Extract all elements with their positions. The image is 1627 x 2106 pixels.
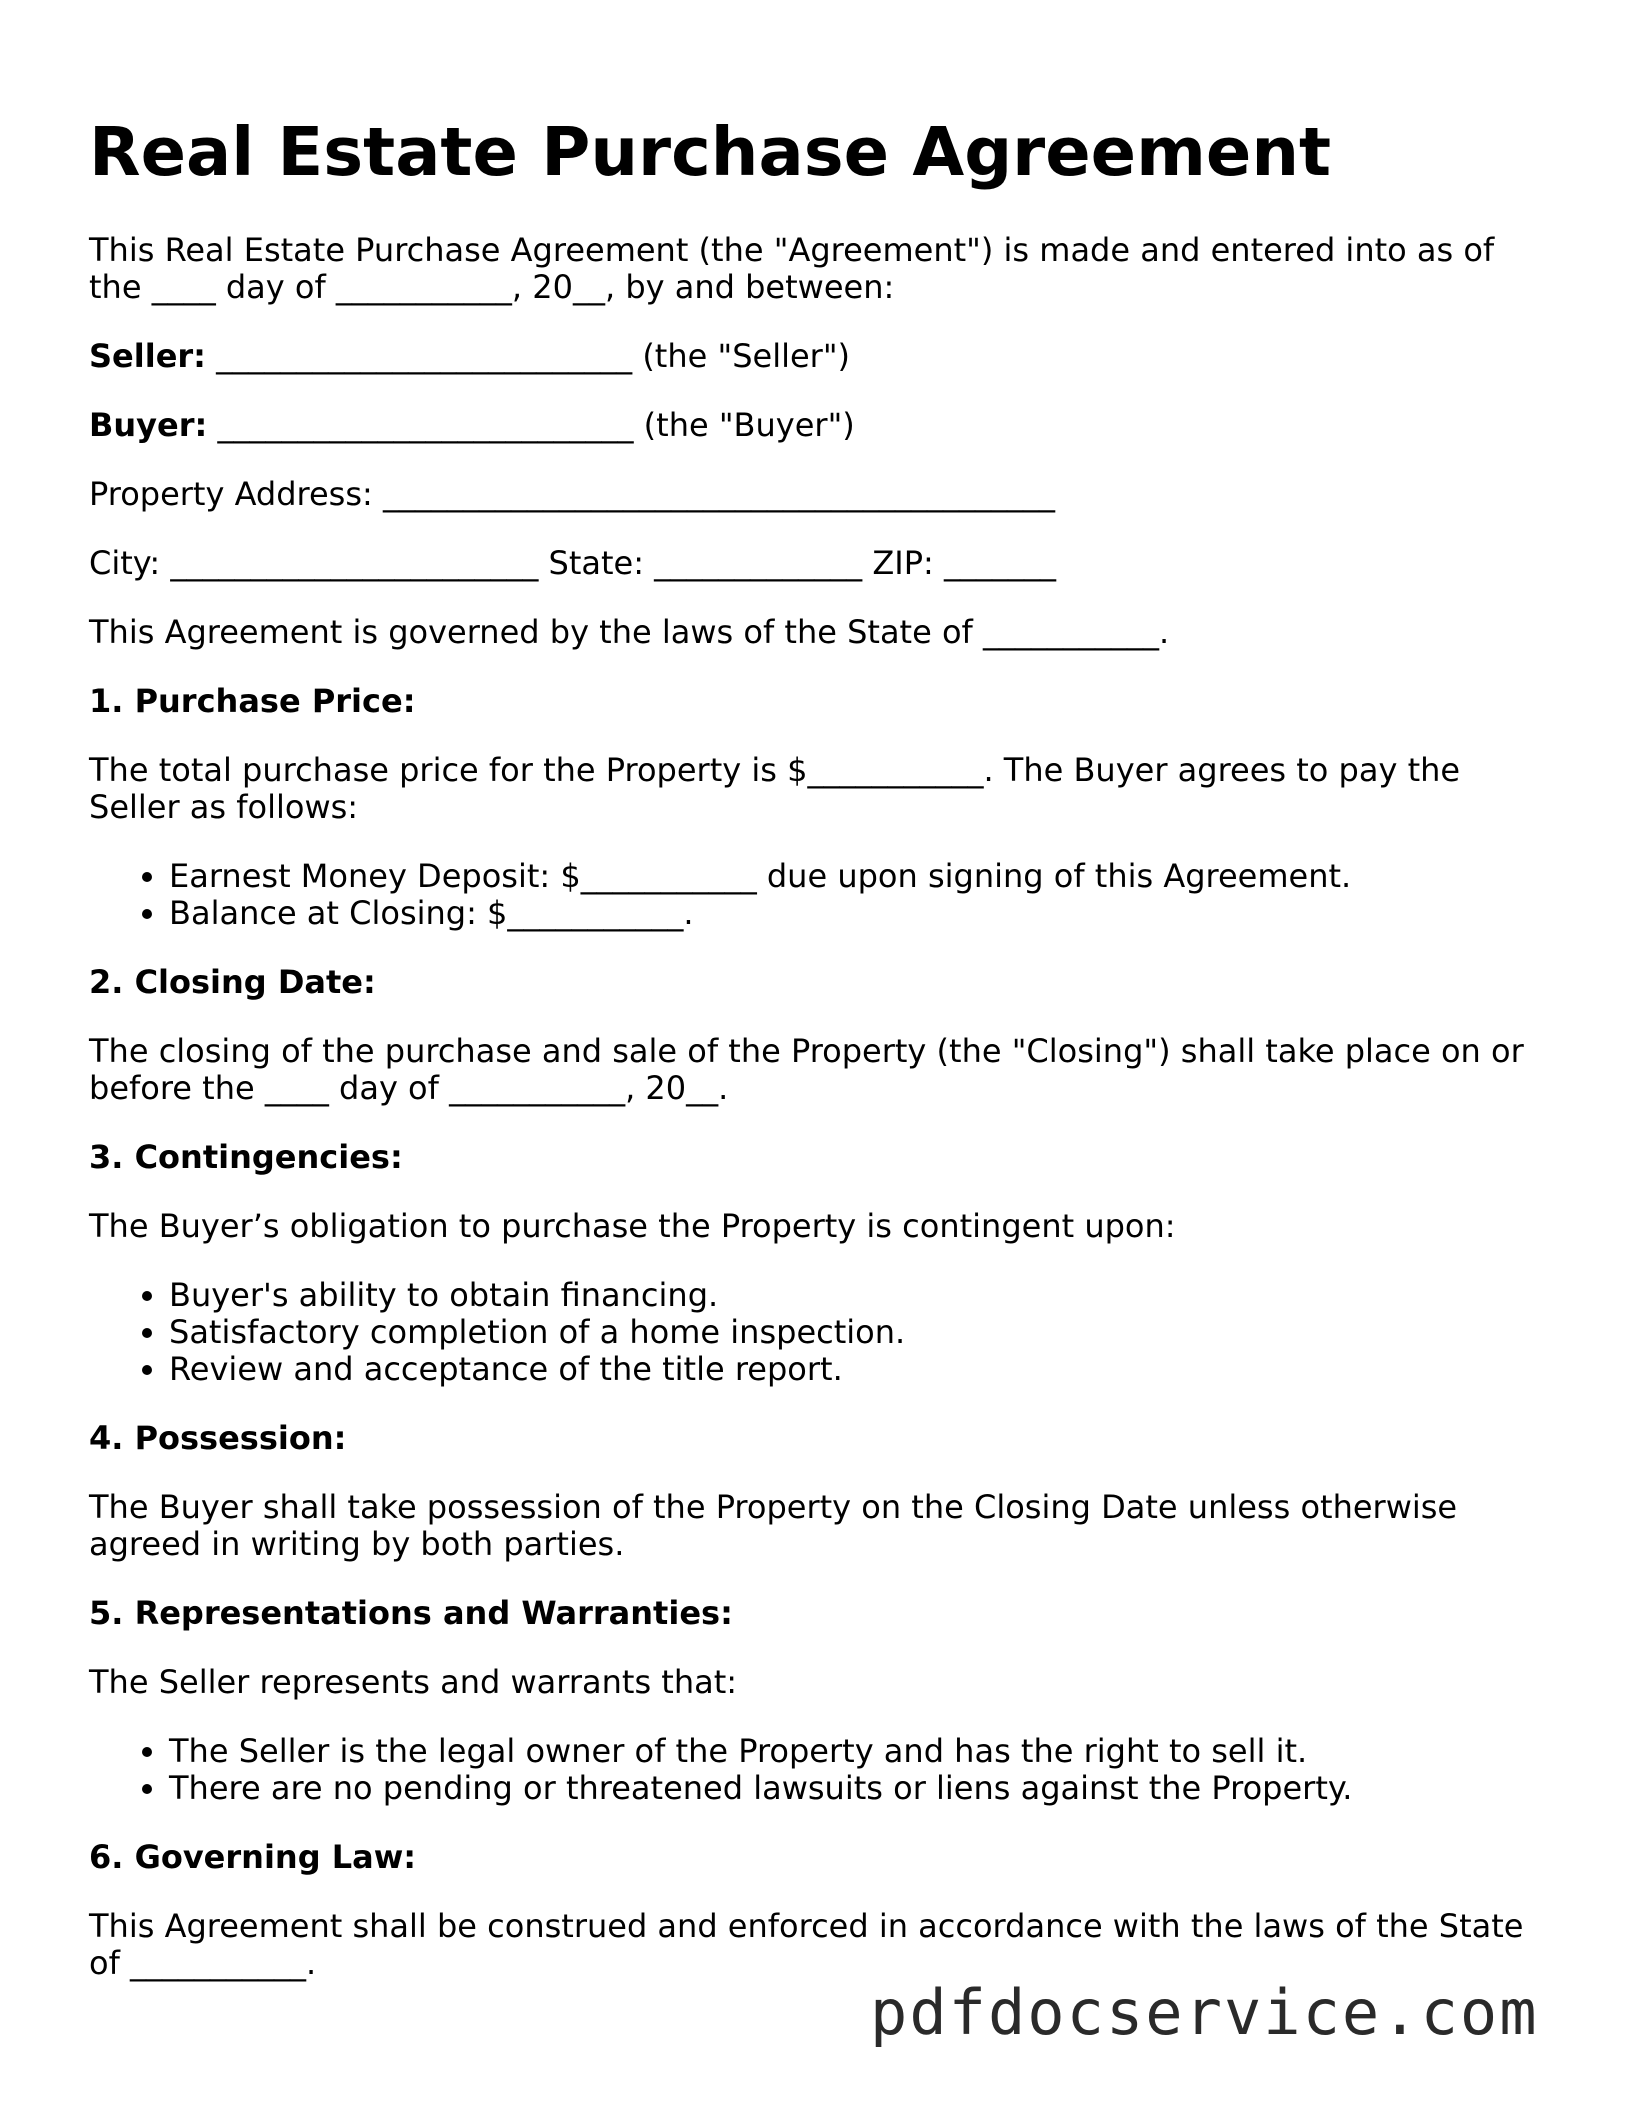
governing-state-line: This Agreement is governed by the laws of the State of ___________. bbox=[89, 613, 1170, 651]
seller-line bbox=[89, 338, 1539, 375]
section-text-closing-date: The closing of the purchase and sale of the Property (the "Closing") shall take place on or before the ____ day of ___________, 20__. bbox=[89, 1032, 1524, 1107]
list-item: • The Seller is the legal owner of the Property and has the right to sell it. bbox=[169, 1733, 1539, 1770]
property-address-line: Property Address: __________________________________________ bbox=[89, 475, 1055, 513]
purchase-price-list bbox=[89, 858, 1539, 932]
section-text-purchase-price: The total purchase price for the Property is $___________. The Buyer agrees to pay the Seller as follows: bbox=[89, 751, 1461, 826]
section-text-governing-law: This Agreement shall be construed and enforced in accordance with the laws of the State of ___________. bbox=[89, 1907, 1524, 1982]
list-item: • There are no pending or threatened lawsuits or liens against the Property. bbox=[169, 1770, 1539, 1807]
document-page bbox=[89, 112, 1539, 2014]
section-heading-representations: 5. Representations and Warranties: bbox=[89, 1594, 733, 1632]
section-heading-contingencies: 3. Contingencies: bbox=[89, 1138, 403, 1176]
section-heading-governing-law: 6. Governing Law: bbox=[89, 1838, 417, 1876]
list-item: • Satisfactory completion of a home inspection. bbox=[169, 1314, 1539, 1351]
representations-list bbox=[89, 1733, 1539, 1807]
city-state-zip-line: City: _______________________ State: _____________ ZIP: _______ bbox=[89, 544, 1056, 582]
section-heading-closing-date: 2. Closing Date: bbox=[89, 963, 376, 1001]
seller-label: Seller: bbox=[89, 337, 206, 375]
list-item: • Buyer's ability to obtain financing. bbox=[169, 1277, 1539, 1314]
intro-paragraph: This Real Estate Purchase Agreement (the "Agreement") is made and entered into as of the ____ day of ___________, 20__, by and between: bbox=[89, 231, 1495, 306]
seller-blank: __________________________ (the "Seller") bbox=[205, 337, 851, 375]
section-text-contingencies: The Buyer’s obligation to purchase the Property is contingent upon: bbox=[89, 1207, 1176, 1245]
section-text-possession: The Buyer shall take possession of the Property on the Closing Date unless otherwise agreed in writing by both parties. bbox=[89, 1488, 1458, 1563]
document-title: Real Estate Purchase Agreement bbox=[89, 113, 1332, 191]
buyer-label: Buyer: bbox=[89, 406, 208, 444]
section-heading-possession: 4. Possession: bbox=[89, 1419, 347, 1457]
section-text-representations: The Seller represents and warrants that: bbox=[89, 1663, 738, 1701]
list-item: • Earnest Money Deposit: $___________ due upon signing of this Agreement. bbox=[169, 858, 1539, 895]
list-item: • Balance at Closing: $___________. bbox=[169, 895, 1539, 932]
watermark: pdfdocservice.com bbox=[870, 1976, 1539, 2049]
buyer-blank: __________________________ (the "Buyer") bbox=[207, 406, 855, 444]
section-heading-purchase-price: 1. Purchase Price: bbox=[89, 682, 416, 720]
buyer-line bbox=[89, 407, 1539, 444]
contingencies-list bbox=[89, 1277, 1539, 1388]
list-item: • Review and acceptance of the title report. bbox=[169, 1351, 1539, 1388]
